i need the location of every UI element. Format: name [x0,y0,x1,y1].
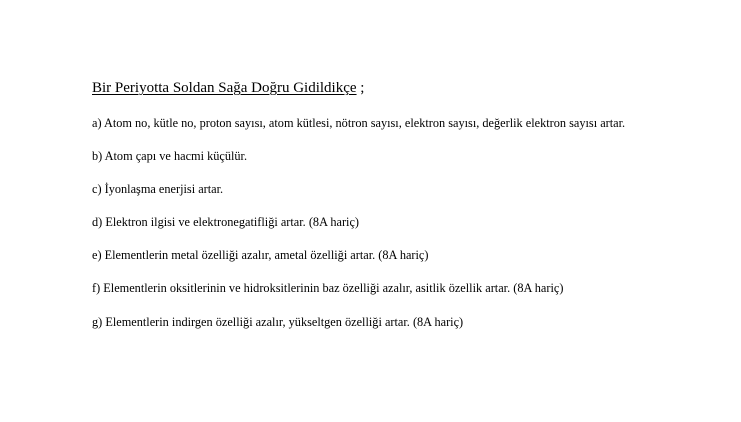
list-item-b: b) Atom çapı ve hacmi küçülür. [92,149,248,164]
list-item-g: g) Elementlerin indirgen özelliği azalır, yükseltgen özelliği artar. (8A hariç) [92,314,464,329]
heading-suffix: ; [356,80,365,96]
list-item-d: d) Elektron ilgisi ve elektronegatifliği artar. (8A hariç) [92,215,360,230]
list-item-e: e) Elementlerin metal özelliği azalır, ametal özelliği artar. (8A hariç) [92,248,429,263]
list-item-f: f) Elementlerin oksitlerinin ve hidroksitlerinin baz özelliği azalır, asitlik özellik artar. (8A hariç) [92,281,564,296]
list-item-a: a) Atom no, kütle no, proton sayısı, atom kütlesi, nötron sayısı, elektron sayısı, değerlik elektron sayısı artar. [92,116,626,130]
property-list [92,114,625,346]
section-heading [92,78,364,98]
heading-text: Bir Periyotta Soldan Sağa Doğru Gidildikçe [92,80,357,96]
list-item-c: c) İyonlaşma enerjisi artar. [92,182,224,197]
